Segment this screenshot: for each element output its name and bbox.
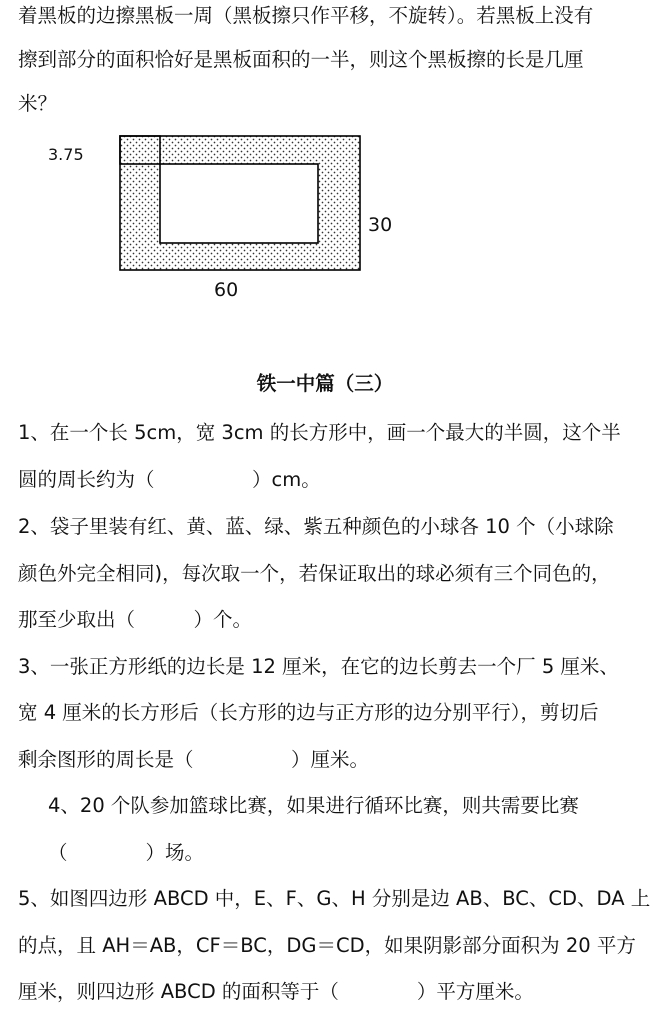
q4-line-2: （ ）场。 <box>48 841 205 864</box>
q2-line-2: 颜色外完全相同)，每次取一个，若保证取出的球必须有三个同色的， <box>18 562 611 585</box>
q5-line-3: 厘米，则四边形 ABCD 的面积等于（ ）平方厘米。 <box>18 980 534 1003</box>
blackboard-figure <box>0 120 650 305</box>
q3-line-3: 剩余图形的周长是（ ）厘米。 <box>18 748 370 771</box>
q4-line-1: 4、20 个队参加篮球比赛，如果进行循环比赛，则共需要比赛 <box>48 794 579 817</box>
intro-line-2: 擦到部分的面积恰好是黑板面积的一半，则这个黑板擦的长是几厘 <box>18 48 584 71</box>
height-label: 30 <box>368 214 393 236</box>
unerased-region <box>160 164 318 243</box>
q1-line-1: 1、在一个长 5cm，宽 3cm 的长方形中，画一个最大的半圆，这个半 <box>18 421 621 444</box>
q3-line-2: 宽 4 厘米的长方形后（长方形的边与正方形的边分别平行），剪切后 <box>18 701 599 724</box>
intro-line-1: 着黑板的边擦黑板一周（黑板擦只作平移，不旋转）。若黑板上没有 <box>18 4 594 27</box>
q3-line-1: 3、一张正方形纸的边长是 12 厘米，在它的边长剪去一个厂 5 厘米、 <box>18 655 619 678</box>
q2-line-3: 那至少取出（ ）个。 <box>18 608 253 631</box>
eraser-length-label: 3.75 <box>48 145 84 164</box>
section-title: 铁一中篇（三） <box>256 372 394 395</box>
intro-line-3: 米？ <box>18 92 58 115</box>
q5-line-2: 的点，且 AH＝AB，CF＝BC，DG＝CD，如果阴影部分面积为 20 平方 <box>18 934 636 957</box>
q1-line-2: 圆的周长约为（ ）cm。 <box>18 468 321 491</box>
width-label: 60 <box>214 279 239 301</box>
q2-line-1: 2、袋子里装有红、黄、蓝、绿、紫五种颜色的小球各 10 个（小球除 <box>18 515 614 538</box>
q5-line-1: 5、如图四边形 ABCD 中，E、F、G、H 分别是边 AB、BC、CD、DA 上 <box>18 887 650 910</box>
